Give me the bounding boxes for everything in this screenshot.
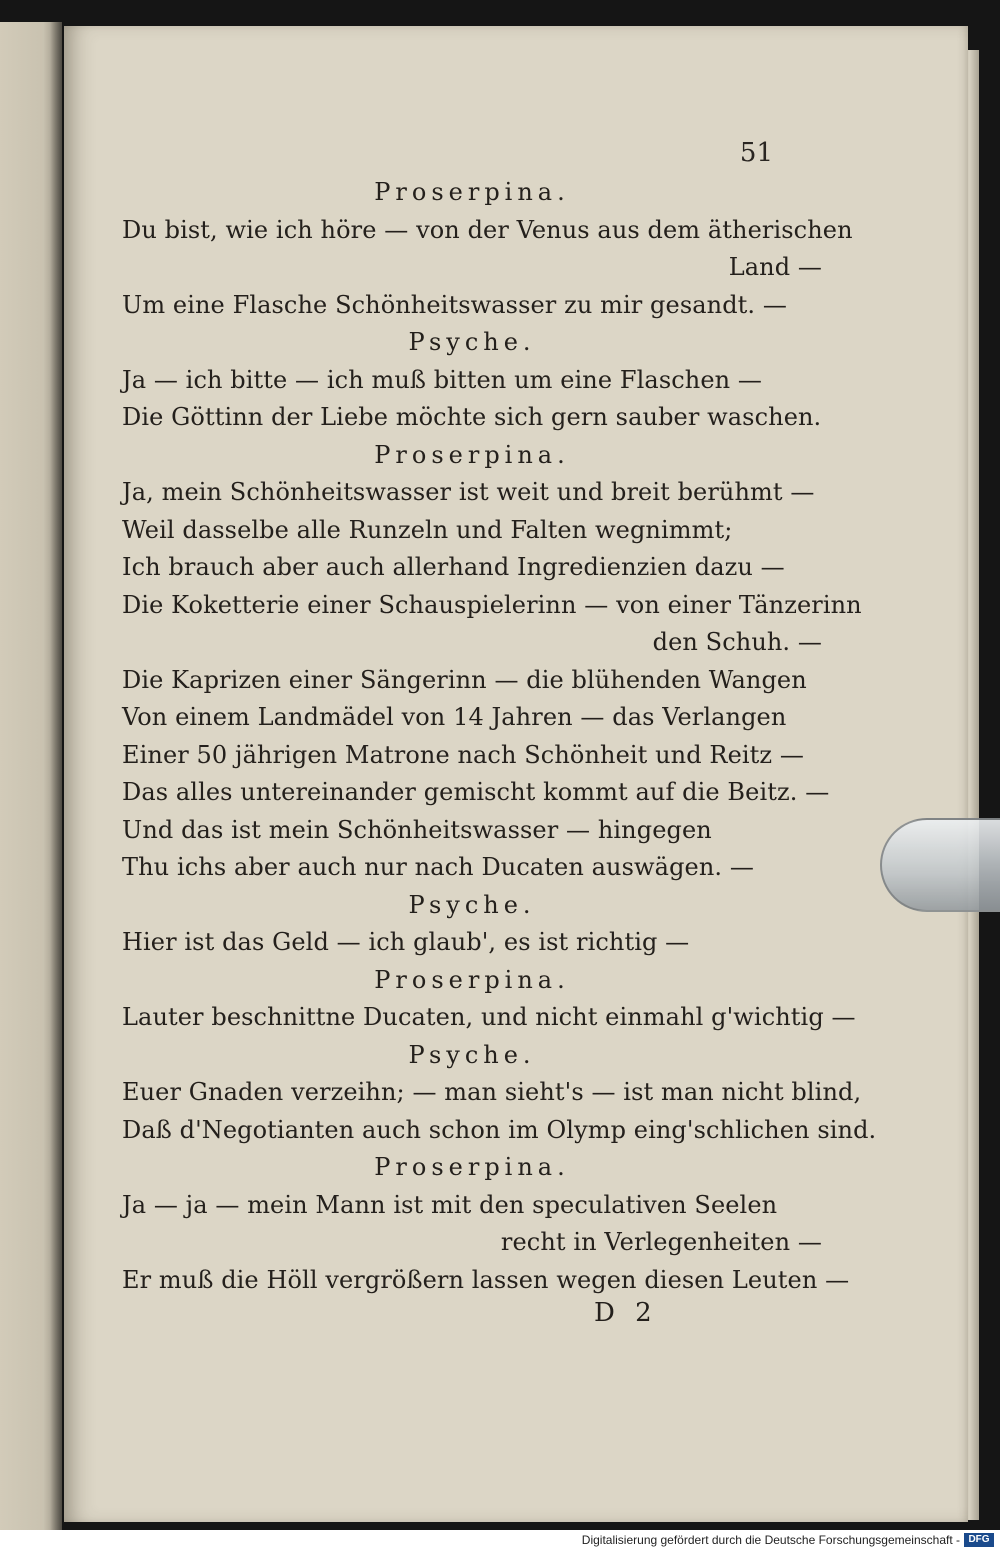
footer-bar bbox=[0, 1530, 1000, 1551]
text-line: Weil dasselbe alle Runzeln und Falten wegnimmt; bbox=[122, 515, 733, 544]
text-line: Ja, mein Schönheitswasser ist weit und breit berühmt — bbox=[122, 478, 815, 506]
text-line: Ich brauch aber auch allerhand Ingredienzien dazu — bbox=[122, 553, 785, 581]
text-line: Ja — ja — mein Mann ist mit den speculativen Seelen bbox=[122, 1190, 778, 1219]
page-number: 51 bbox=[739, 138, 773, 168]
text-line: den Schuh. — bbox=[652, 628, 822, 656]
text-line: Die Kaprizen einer Sängerinn — die blühenden Wangen bbox=[122, 665, 807, 694]
text-line: Daß d'Negotianten auch schon im Olymp eing'schlichen sind. bbox=[122, 1115, 877, 1144]
text-line: Euer Gnaden verzeihn; — man sieht's — ist man nicht blind, bbox=[122, 1078, 862, 1106]
book-page bbox=[64, 26, 968, 1522]
text-line: Das alles untereinander gemischt kommt auf die Beitz. — bbox=[122, 778, 830, 806]
text-line: Er muß die Höll vergrößern lassen wegen diesen Leuten — bbox=[122, 1265, 850, 1294]
speaker-name: Proserpina. bbox=[374, 965, 570, 994]
text-line: Du bist, wie ich höre — von der Venus aus dem ätherischen bbox=[122, 215, 853, 244]
page-text bbox=[122, 174, 877, 1299]
text-line: Um eine Flasche Schönheitswasser zu mir gesandt. — bbox=[122, 290, 787, 319]
speaker-name: Psyche. bbox=[408, 1040, 536, 1069]
funding-credit: Digitalisierung gefördert durch die Deutsche Forschungsgemeinschaft - bbox=[581, 1533, 960, 1547]
text-line: Lauter beschnittne Ducaten, und nicht einmahl g'wichtig — bbox=[122, 1003, 856, 1031]
text-line: Die Göttinn der Liebe möchte sich gern sauber waschen. bbox=[122, 403, 822, 431]
text-line: Thu ichs aber auch nur nach Ducaten auswägen. — bbox=[122, 853, 754, 881]
dfg-logo: DFG bbox=[964, 1533, 994, 1547]
signature-mark: D 2 bbox=[594, 1298, 658, 1328]
speaker-name: Proserpina. bbox=[374, 178, 570, 206]
text-line: Von einem Landmädel von 14 Jahren — das Verlangen bbox=[122, 703, 787, 731]
speaker-name: Proserpina. bbox=[374, 440, 570, 469]
text-line: recht in Verlegenheiten — bbox=[500, 1228, 822, 1256]
left-page-edge bbox=[0, 22, 62, 1530]
speaker-name: Psyche. bbox=[408, 328, 536, 356]
text-line: Einer 50 jährigen Matrone nach Schönheit und Reitz — bbox=[122, 740, 804, 769]
text-line: Ja — ich bitte — ich muß bitten um eine Flaschen — bbox=[122, 365, 763, 394]
text-line: Land — bbox=[728, 253, 822, 281]
text-line: Die Koketterie einer Schauspielerinn — von einer Tänzerinn bbox=[122, 590, 862, 619]
speaker-name: Proserpina. bbox=[374, 1153, 570, 1181]
page-turn-tab[interactable] bbox=[880, 818, 1000, 912]
text-line: Und das ist mein Schönheitswasser — hingegen bbox=[122, 815, 712, 844]
text-line: Hier ist das Geld — ich glaub', es ist richtig — bbox=[122, 928, 690, 956]
speaker-name: Psyche. bbox=[408, 890, 536, 919]
